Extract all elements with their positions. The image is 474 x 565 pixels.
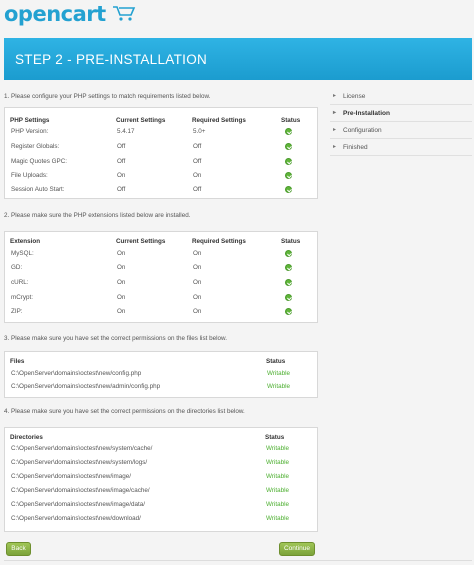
table-row: [5, 512, 317, 526]
current-value: On: [117, 279, 126, 286]
required-value: Off: [193, 143, 202, 150]
table-row: [5, 276, 317, 290]
table-row: [5, 261, 317, 275]
files-intro: 3. Please make sure you have set the correct permissions on the files list below.: [4, 335, 227, 342]
step-pre-installation[interactable]: [330, 105, 472, 122]
current-value: On: [117, 294, 126, 301]
required-value: On: [193, 250, 202, 257]
status-ok-icon: [285, 128, 292, 135]
table-row: [5, 470, 317, 484]
step-label: Pre-Installation: [343, 110, 390, 117]
table-row: [5, 140, 317, 154]
continue-button[interactable]: Continue: [279, 542, 315, 556]
required-value: Off: [193, 158, 202, 165]
required-value: Off: [193, 186, 202, 193]
php-settings-table: [4, 107, 318, 199]
step-finished[interactable]: [330, 139, 472, 156]
table-row: [5, 305, 317, 319]
back-button[interactable]: Back: [6, 542, 31, 556]
status-ok-icon: [285, 186, 292, 193]
status-ok-icon: [285, 172, 292, 179]
status-badge: Writable: [267, 370, 290, 377]
current-value: On: [117, 308, 126, 315]
directory-path: C:\OpenServer\domains\octest\new/image/: [11, 473, 132, 480]
page-title: STEP 2 - PRE-INSTALLATION: [15, 52, 208, 67]
step-label: License: [343, 93, 366, 100]
chevron-right-icon: ▸: [333, 127, 337, 133]
php-settings-intro: 1. Please configure your PHP settings to match requirements listed below.: [4, 93, 211, 100]
files-table: [4, 351, 318, 398]
table-row: [5, 367, 317, 381]
col-php-settings: PHP Settings: [10, 117, 50, 124]
col-extension: Extension: [10, 238, 41, 245]
required-value: On: [193, 264, 202, 271]
directory-path: C:\OpenServer\domains\octest\new/download/: [11, 515, 141, 522]
status-ok-icon: [285, 294, 292, 301]
extension-name: GD:: [11, 264, 23, 271]
table-row: [5, 498, 317, 512]
footer-divider: [4, 560, 472, 561]
extension-name: MySQL:: [11, 250, 34, 257]
step-configuration[interactable]: [330, 122, 472, 139]
current-value: 5.4.17: [117, 128, 135, 135]
col-directories: Directories: [10, 434, 43, 441]
current-value: On: [117, 264, 126, 271]
current-value: On: [117, 250, 126, 257]
status-badge: Writable: [266, 473, 289, 480]
extension-name: cURL:: [11, 279, 29, 286]
table-row: [5, 380, 317, 394]
col-current-settings: Current Settings: [116, 238, 166, 245]
status-ok-icon: [285, 308, 292, 315]
setting-name: Magic Quotes GPC:: [11, 158, 67, 165]
cart-icon: [112, 4, 136, 22]
current-value: Off: [117, 158, 126, 165]
setting-name: File Uploads:: [11, 172, 48, 179]
current-value: On: [117, 172, 126, 179]
table-row: [5, 247, 317, 261]
setting-name: Register Globals:: [11, 143, 60, 150]
chevron-right-icon: ▸: [333, 110, 337, 116]
status-badge: Writable: [266, 515, 289, 522]
table-row: [5, 442, 317, 456]
status-badge: Writable: [266, 445, 289, 452]
directory-path: C:\OpenServer\domains\octest\new/image/data/: [11, 501, 146, 508]
table-row: [5, 155, 317, 169]
required-value: On: [193, 308, 202, 315]
directories-intro: 4. Please make sure you have set the correct permissions on the directories list below.: [4, 408, 245, 415]
required-value: On: [193, 294, 202, 301]
col-status: Status: [281, 117, 301, 124]
extensions-table: [4, 231, 318, 323]
col-status: Status: [266, 358, 286, 365]
status-ok-icon: [285, 264, 292, 271]
col-required-settings: Required Settings: [192, 238, 246, 245]
status-ok-icon: [285, 279, 292, 286]
table-row: [5, 169, 317, 183]
extension-name: mCrypt:: [11, 294, 34, 301]
file-path: C:\OpenServer\domains\octest\new/admin/config.php: [11, 383, 161, 390]
setting-name: Session Auto Start:: [11, 186, 65, 193]
step-label: Finished: [343, 144, 368, 151]
current-value: Off: [117, 186, 126, 193]
status-badge: Writable: [267, 383, 290, 390]
table-row: [5, 125, 317, 139]
col-current-settings: Current Settings: [116, 117, 166, 124]
required-value: On: [193, 172, 202, 179]
directory-path: C:\OpenServer\domains\octest\new/system/cache/: [11, 445, 153, 452]
opencart-logo[interactable]: opencart: [4, 2, 106, 26]
col-status: Status: [265, 434, 285, 441]
table-row: [5, 484, 317, 498]
directories-table: [4, 427, 318, 532]
status-ok-icon: [285, 143, 292, 150]
setting-name: PHP Version:: [11, 128, 49, 135]
table-row: [5, 183, 317, 197]
file-path: C:\OpenServer\domains\octest\new/config.php: [11, 370, 142, 377]
step-banner: [4, 38, 472, 80]
directory-path: C:\OpenServer\domains\octest\new/image/cache/: [11, 487, 150, 494]
status-ok-icon: [285, 250, 292, 257]
status-badge: Writable: [266, 501, 289, 508]
chevron-right-icon: ▸: [333, 93, 337, 99]
status-ok-icon: [285, 158, 292, 165]
required-value: 5.0+: [193, 128, 206, 135]
current-value: Off: [117, 143, 126, 150]
table-row: [5, 456, 317, 470]
status-badge: Writable: [266, 459, 289, 466]
step-label: Configuration: [343, 127, 382, 134]
required-value: On: [193, 279, 202, 286]
extension-name: ZIP:: [11, 308, 23, 315]
col-files: Files: [10, 358, 25, 365]
extensions-intro: 2. Please make sure the PHP extensions listed below are installed.: [4, 212, 191, 219]
table-row: [5, 291, 317, 305]
chevron-right-icon: ▸: [333, 144, 337, 150]
directory-path: C:\OpenServer\domains\octest\new/system/logs/: [11, 459, 148, 466]
col-status: Status: [281, 238, 301, 245]
status-badge: Writable: [266, 487, 289, 494]
col-required-settings: Required Settings: [192, 117, 246, 124]
step-license[interactable]: [330, 88, 472, 105]
